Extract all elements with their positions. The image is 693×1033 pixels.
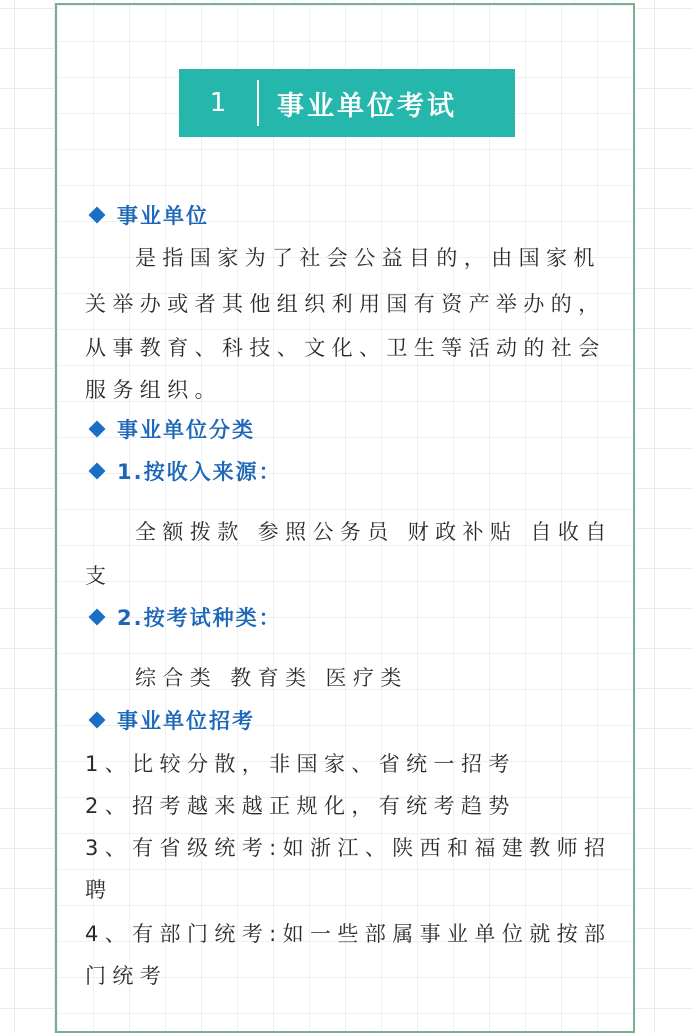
section-heading-by-exam: [85, 602, 282, 632]
diamond-bullet-icon: [89, 609, 106, 626]
diamond-bullet-icon: [89, 712, 106, 729]
page-title: 事业单位考试: [277, 90, 457, 122]
recruitment-item: 2、招考越来越正规化，有统考趋势: [85, 794, 516, 818]
diamond-bullet-icon: [89, 421, 106, 438]
heading-label: 2.按考试种类：: [117, 606, 282, 630]
recruitment-item: 聘: [85, 878, 113, 902]
title-banner: [179, 69, 515, 137]
recruitment-item: 3、有省级统考:如浙江、陕西和福建教师招: [85, 836, 612, 860]
heading-label: 事业单位分类: [117, 418, 255, 442]
definition-line: 从事教育、科技、文化、卫生等活动的社会: [85, 336, 606, 360]
heading-label: 1.按收入来源：: [117, 460, 282, 484]
income-types-line: 全额拨款 参照公务员 财政补贴 自收自: [135, 520, 613, 544]
title-number: 1: [209, 88, 227, 118]
heading-label: 事业单位: [117, 204, 209, 228]
recruitment-item: 1、比较分散，非国家、省统一招考: [85, 752, 516, 776]
section-heading-recruitment: [85, 705, 255, 735]
exam-types-line: 综合类 教育类 医疗类: [135, 666, 408, 690]
definition-line: 服务组织。: [85, 378, 222, 402]
income-types-line: 支: [85, 564, 113, 588]
definition-line: 是指国家为了社会公益目的，由国家机: [135, 246, 601, 270]
diamond-bullet-icon: [89, 207, 106, 224]
section-heading-definition: [85, 200, 209, 230]
recruitment-item: 4、有部门统考:如一些部属事业单位就按部: [85, 922, 612, 946]
diamond-bullet-icon: [89, 463, 106, 480]
definition-line: 关举办或者其他组织利用国有资产举办的，: [85, 292, 606, 316]
recruitment-item: 门统考: [85, 964, 168, 988]
heading-label: 事业单位招考: [117, 709, 255, 733]
section-heading-classification: [85, 414, 255, 444]
section-heading-by-income: [85, 456, 282, 486]
